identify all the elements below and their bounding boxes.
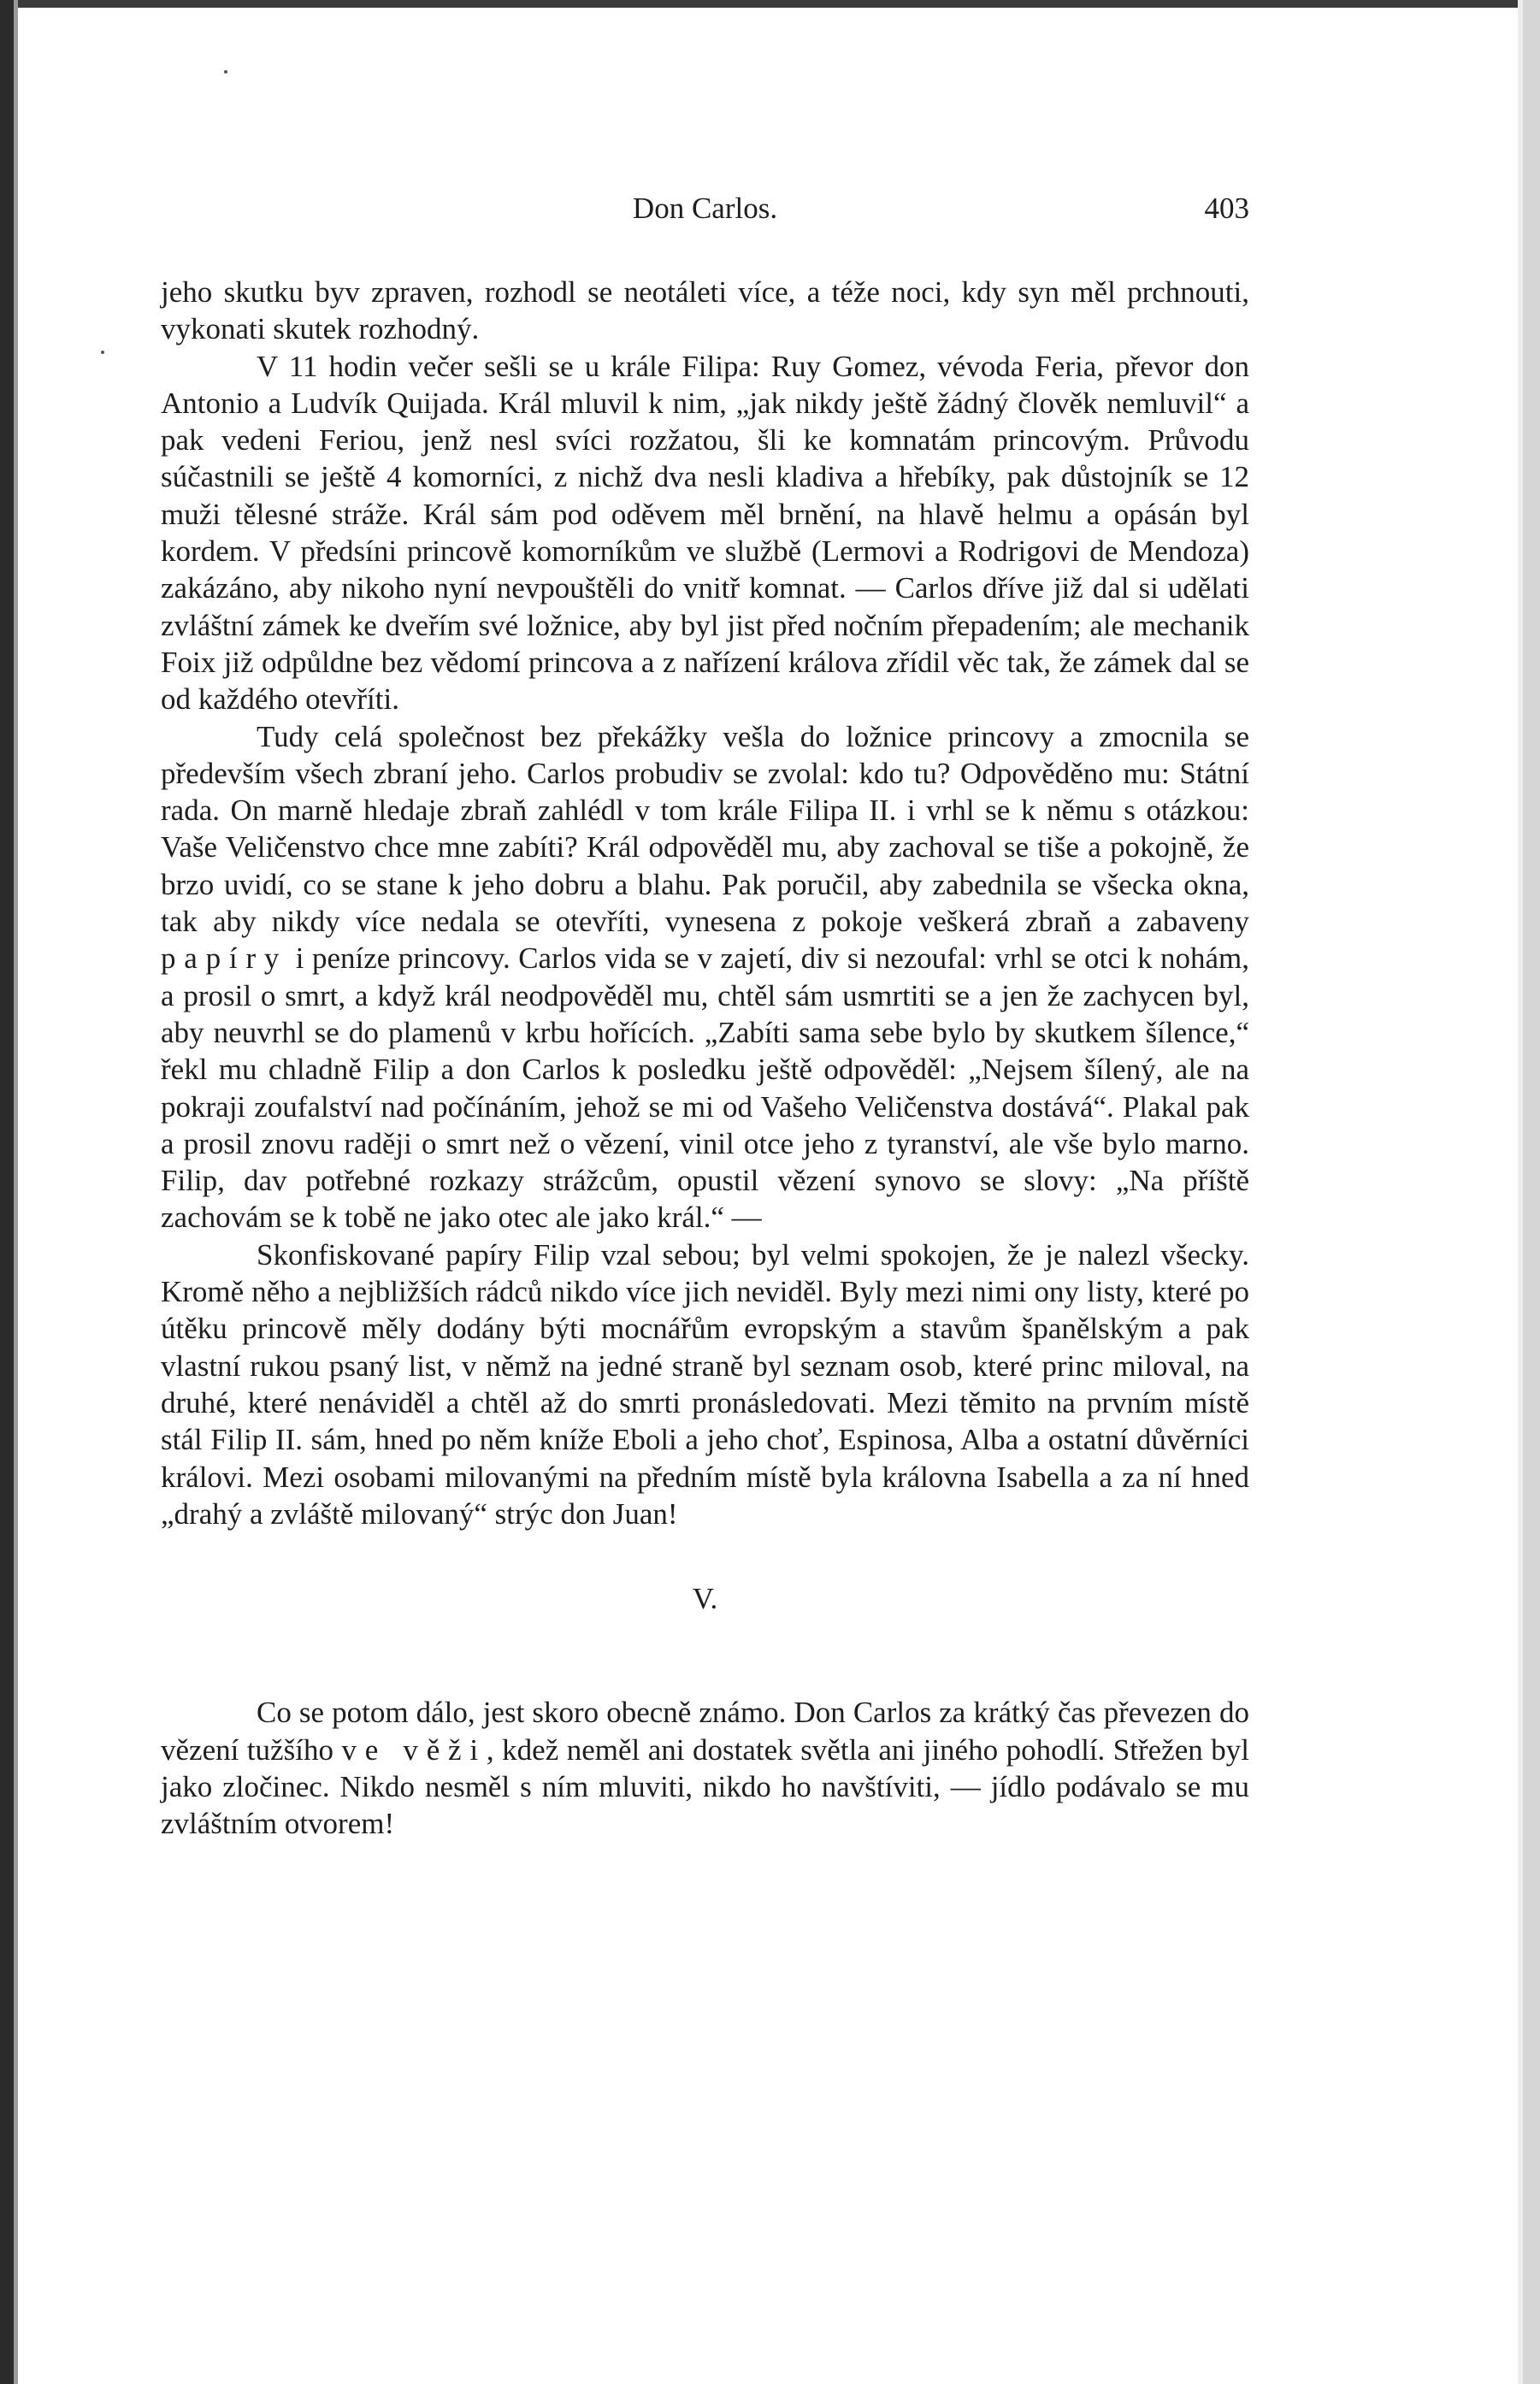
scan-speck — [224, 70, 227, 74]
paragraphs-after-section — [161, 1694, 1249, 1842]
scan-border-right — [1523, 0, 1540, 2384]
spaced-emphasis: papíry — [161, 941, 288, 976]
page-number: 403 — [1204, 192, 1249, 225]
paragraph — [161, 718, 1249, 1236]
page-header — [161, 192, 1249, 234]
scan-speck — [101, 351, 104, 354]
scan-border-top — [0, 0, 1540, 8]
paragraph — [161, 1694, 1249, 1842]
scan-border-left — [0, 0, 14, 2384]
spaced-emphasis: ve věži — [341, 1732, 487, 1767]
paragraphs-before-section — [161, 274, 1249, 1532]
paragraph — [161, 274, 1249, 348]
scan-page-edge — [14, 0, 18, 2384]
paragraph — [161, 348, 1249, 718]
text-run: jeho skutku byv zpraven, rozhodl se neotáleti více, a téže noci, kdy syn měl prchnouti, vykonati skutek rozhodný. — [161, 275, 1249, 346]
text-run: V 11 hodin večer sešli se u krále Filipa: Ruy Gomez, vévoda Feria, převor don Antonio a Ludvík Quijada. Král mluvil k nim, „jak nikdy ještě žádný člověk nemluvil“ a pak vedeni Feriou, jenž nesl svíci rozžatou, šli ke komnatám princovým. Průvodu súčastnili se ještě 4 komorníci, z nichž dva nesli kladiva a hřebíky, pak důstojník se 12 muži tělesné stráže. Král sám pod oděvem měl brnění, na hlavě helmu a opásán byl kordem. V předsíni princově komorníkům ve službě (Lermovi a Rodrigovi de Mendoza) zakázáno, aby nikoho nyní nevpouštěli do vnitř komnat. — Carlos dříve již dal si udělati zvláštní zámek ke dveřím své ložnice, aby byl jist před nočním přepadením; ale mechanik Foix již odpůldne bez vědomí princova a z nařízení králova zřídil věc tak, že zámek dal se od každého otevříti. — [161, 349, 1249, 717]
section-heading: V. — [692, 1582, 718, 1616]
running-head: Don Carlos. — [632, 192, 778, 225]
paragraph — [161, 1236, 1249, 1532]
text-run: Tudy celá společnost bez překážky vešla do ložnice princovy a zmocnila se především všech zbraní jeho. Carlos probudiv se zvolal: kdo tu? Odpověděno mu: Státní rada. On marně hledaje zbraň zahlédl v tom krále Filipa II. i vrhl se k němu s otázkou: Vaše Veličenstvo chce mne zabíti? Král odpověděl mu, aby zachoval se tiše a pokojně, že brzo uvidí, co se stane k jeho dobru a blahu. Pak poručil, aby zabednila se všecka okna, tak aby nikdy více nedala se otevříti, vynesena z pokoje veškerá zbraň a zabaveny — [161, 719, 1249, 939]
text-run: Skonfiskované papíry Filip vzal sebou; byl velmi spokojen, že je nalezl všecky. Kromě něho a nejbližších rádců nikdo více jich neviděl. Byly mezi nimi ony listy, které po útěku princově měly dodány býti mocnářům evropským a stavům španělským a pak vlastní rukou psaný list, v němž na jedné straně byl seznam osob, které princ miloval, na druhé, které nenáviděl a chtěl až do smrti pronásledovati. Mezi těmito na prvním místě stál Filip II. sám, hned po něm kníže Eboli a jeho choť, Espinosa, Alba a ostatní důvěrníci královi. Mezi osobami milovanými na předním místě byla královna Isabella a za ní hned „drahý a zvláště milovaný“ strýc don Juan! — [161, 1237, 1249, 1531]
text-run: Co se potom dálo, jest skoro obecně známo. Don Carlos za krátký čas převezen do vězení tužšího — [161, 1696, 1249, 1767]
text-run: i peníze princovy. Carlos vida se v zajetí, div si nezoufal: vrhl se otci k nohám, a prosil o smrt, a když král neodpověděl mu, chtěl sám usmrtiti se a jen že zachycen byl, aby neuvrhl se do plamenů v krbu hořících. „Zabíti sama sebe bylo by skutkem šílence,“ řekl mu chladně Filip a don Carlos k posledku ještě odpověděl: „Nejsem šílený, ale na pokraji zoufalství nad počínáním, jehož se mi od Vašeho Veličenstva dostává“. Plakal pak a prosil znovu raději o smrt než o vězení, vinil otce jeho z tyranství, ale vše bylo marno. Filip, dav potřebné rozkazy strážcům, opustil vězení synovo se slovy: „Na příště zachovám se k tobě ne jako otec ale jako král.“ — — [161, 941, 1249, 1235]
body-text — [161, 274, 1249, 1843]
text-run: , kdež neměl ani dostatek světla ani jiného pohodlí. Střežen byl jako zločinec. Nikdo nesměl s ním mluviti, nikdo ho navštíviti, — jídlo podávalo se mu zvláštním otvorem! — [161, 1732, 1249, 1841]
